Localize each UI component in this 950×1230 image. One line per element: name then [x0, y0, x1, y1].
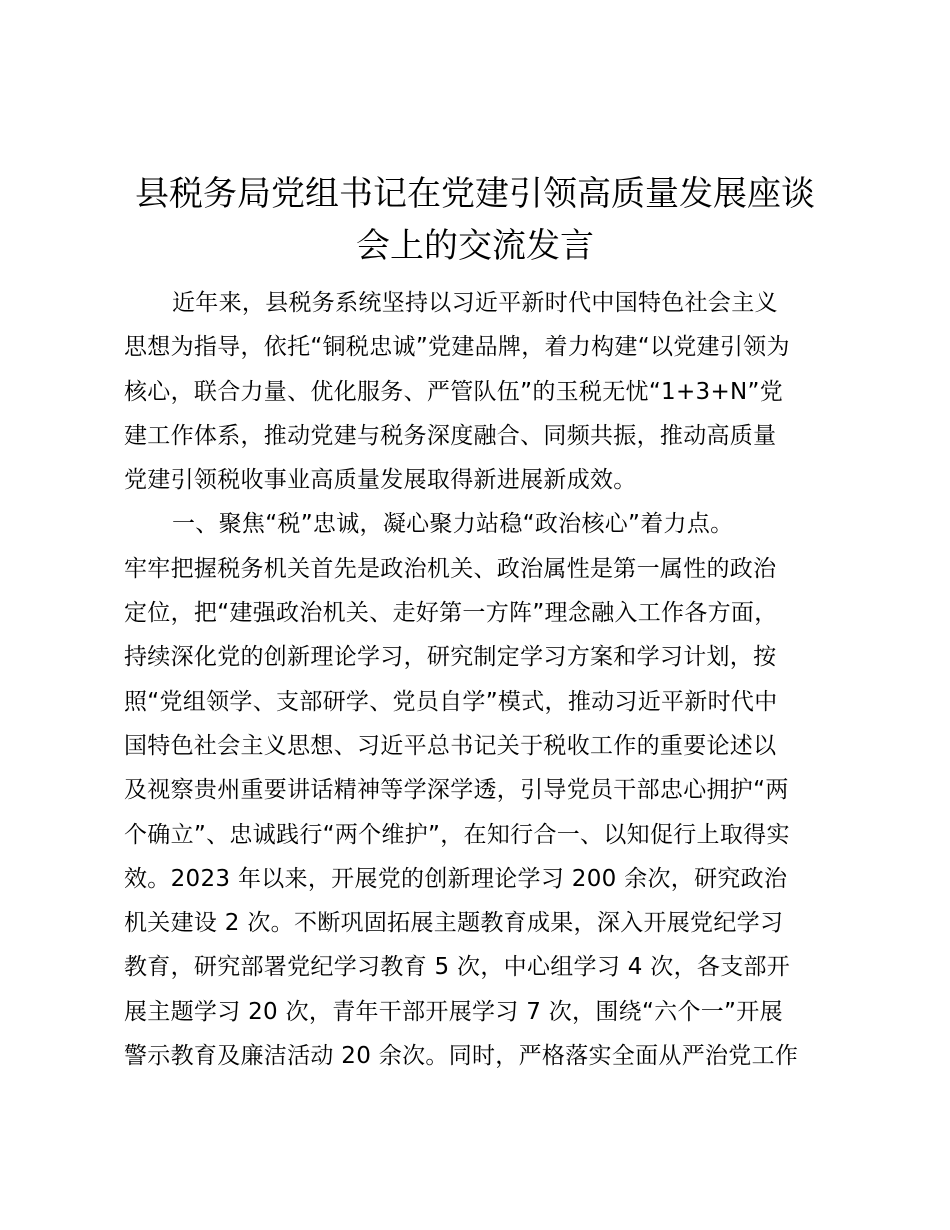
paragraph-line: 效。2023 年以来，开展党的创新理论学习 200 余次，研究政治	[124, 865, 788, 892]
document-body	[124, 281, 834, 1078]
paragraph-line: 牢牢把握税务机关首先是政治机关、政治属性是第一属性的政治	[124, 555, 777, 582]
paragraph-line: 近年来，县税务系统坚持以习近平新时代中国特色社会主义	[172, 290, 778, 316]
document-title	[120, 168, 830, 272]
paragraph-line: 照“党组领学、支部研学、党员自学”模式，推动习近平新时代中	[124, 688, 778, 715]
title-line-1: 县税务局党组书记在党建引领高质量发展座谈	[135, 174, 815, 214]
paragraph-line: 警示教育及廉洁活动 20 余次。同时，严格落实全面从严治党工作	[124, 1043, 799, 1070]
paragraph-line: 核心，联合力量、优化服务、严管队伍”的玉税无忧“1+3+N”党	[124, 378, 784, 405]
paragraph-line: 及视察贵州重要讲话精神等学深学透，引导党员干部忠心拥护“两	[124, 777, 789, 804]
section-heading-line: 一、聚焦“税”忠诚，凝心聚力站稳“政治核心”着力点。	[172, 511, 734, 538]
paragraph-line: 党建引领税收事业高质量发展取得新进展新成效。	[124, 467, 637, 494]
paragraph-line: 个确立”、忠诚践行“两个维护”，在知行合一、以知促行上取得实	[124, 821, 790, 848]
paragraph-line: 教育，研究部署党纪学习教育 5 次，中心组学习 4 次，各支部开	[124, 954, 791, 981]
paragraph-line: 建工作体系，推动党建与税务深度融合、同频共振，推动高质量	[124, 422, 777, 449]
paragraph-line: 定位，把“建强政治机关、走好第一方阵”理念融入工作各方面，	[124, 600, 778, 627]
paragraph-line: 思想为指导，依托“铜税忠诚”党建品牌，着力构建“以党建引领为	[124, 334, 790, 361]
paragraph-line: 展主题学习 20 次，青年干部开展学习 7 次，围绕“六个一”开展	[124, 998, 783, 1025]
paragraph-line: 持续深化党的创新理论学习，研究制定学习方案和学习计划，按	[124, 644, 777, 671]
title-line-2: 会上的交流发言	[356, 226, 594, 266]
paragraph-line: 机关建设 2 次。不断巩固拓展主题教育成果，深入开展党纪学习	[124, 910, 784, 937]
paragraph-line: 国特色社会主义思想、习近平总书记关于税收工作的重要论述以	[124, 732, 777, 759]
